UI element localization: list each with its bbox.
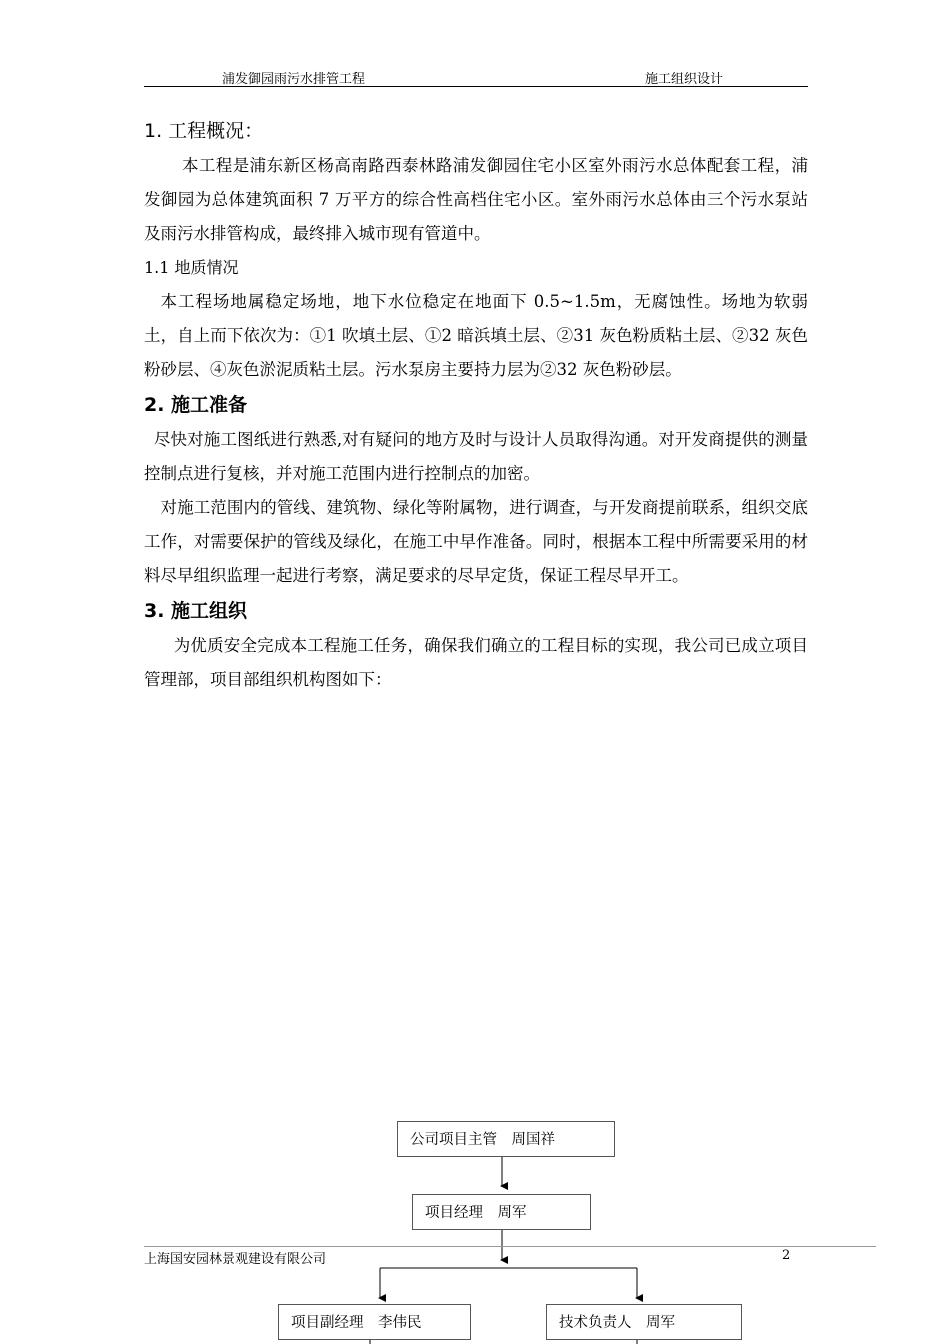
org-node-technical-lead: 技术负责人 周军: [546, 1304, 742, 1340]
org-node-deputy-manager: 项目副经理 李伟民: [278, 1304, 471, 1340]
section-2-paragraph-1: 尽快对施工图纸进行熟悉,对有疑问的地方及时与设计人员取得沟通。对开发商提供的测量控制点进行复核，并对施工范围内进行控制点的加密。: [144, 430, 808, 483]
section-2-paragraph-2: 对施工范围内的管线、建筑物、绿化等附属物，进行调查，与开发商提前联系，组织交底工作，对需要保护的管线及绿化，在施工中早作准备。同时，根据本工程中所需要采用的材料尽早组织监理一起进行考察，满足要求的尽早定货，保证工程尽早开工。: [144, 498, 808, 585]
section-2-title: 2. 施工准备: [144, 394, 248, 416]
section-1-1-title: 1.1 地质情况: [144, 258, 239, 277]
header-doc-type: 施工组织设计: [645, 72, 724, 87]
footer-rule: [144, 1246, 876, 1247]
section-3-paragraph: 为优质安全完成本工程施工任务，确保我们确立的工程目标的实现，我公司已成立项目管理部，项目部组织机构图如下：: [144, 636, 808, 689]
header-project-title: 浦发御园雨污水排管工程: [222, 72, 366, 87]
footer-page-number: 2: [782, 1248, 791, 1263]
section-3-title: 3. 施工组织: [144, 600, 248, 622]
org-node-project-manager: 项目经理 周军: [412, 1194, 591, 1230]
org-node-company-supervisor: 公司项目主管 周国祥: [397, 1121, 615, 1157]
footer-company: 上海国安园林景观建设有限公司: [144, 1252, 327, 1267]
section-1-paragraph: 本工程是浦东新区杨高南路西泰林路浦发御园住宅小区室外雨污水总体配套工程，浦发御园为总体建筑面积 7 万平方的综合性高档住宅小区。室外雨污水总体由三个污水泵站及雨污水排管构成，最终排入城市现有管道中。: [144, 156, 808, 243]
section-1-1-paragraph: 本工程场地属稳定场地，地下水位稳定在地面下 0.5~1.5m，无腐蚀性。场地为软弱土，自上而下依次为：①1 吹填土层、①2 暗浜填土层、②31 灰色粉质粘土层、②32 灰色粉砂层、④灰色淤泥质粘土层。污水泵房主要持力层为②32 灰色粉砂层。: [144, 292, 808, 379]
section-1-title: 1. 工程概况：: [144, 120, 264, 142]
